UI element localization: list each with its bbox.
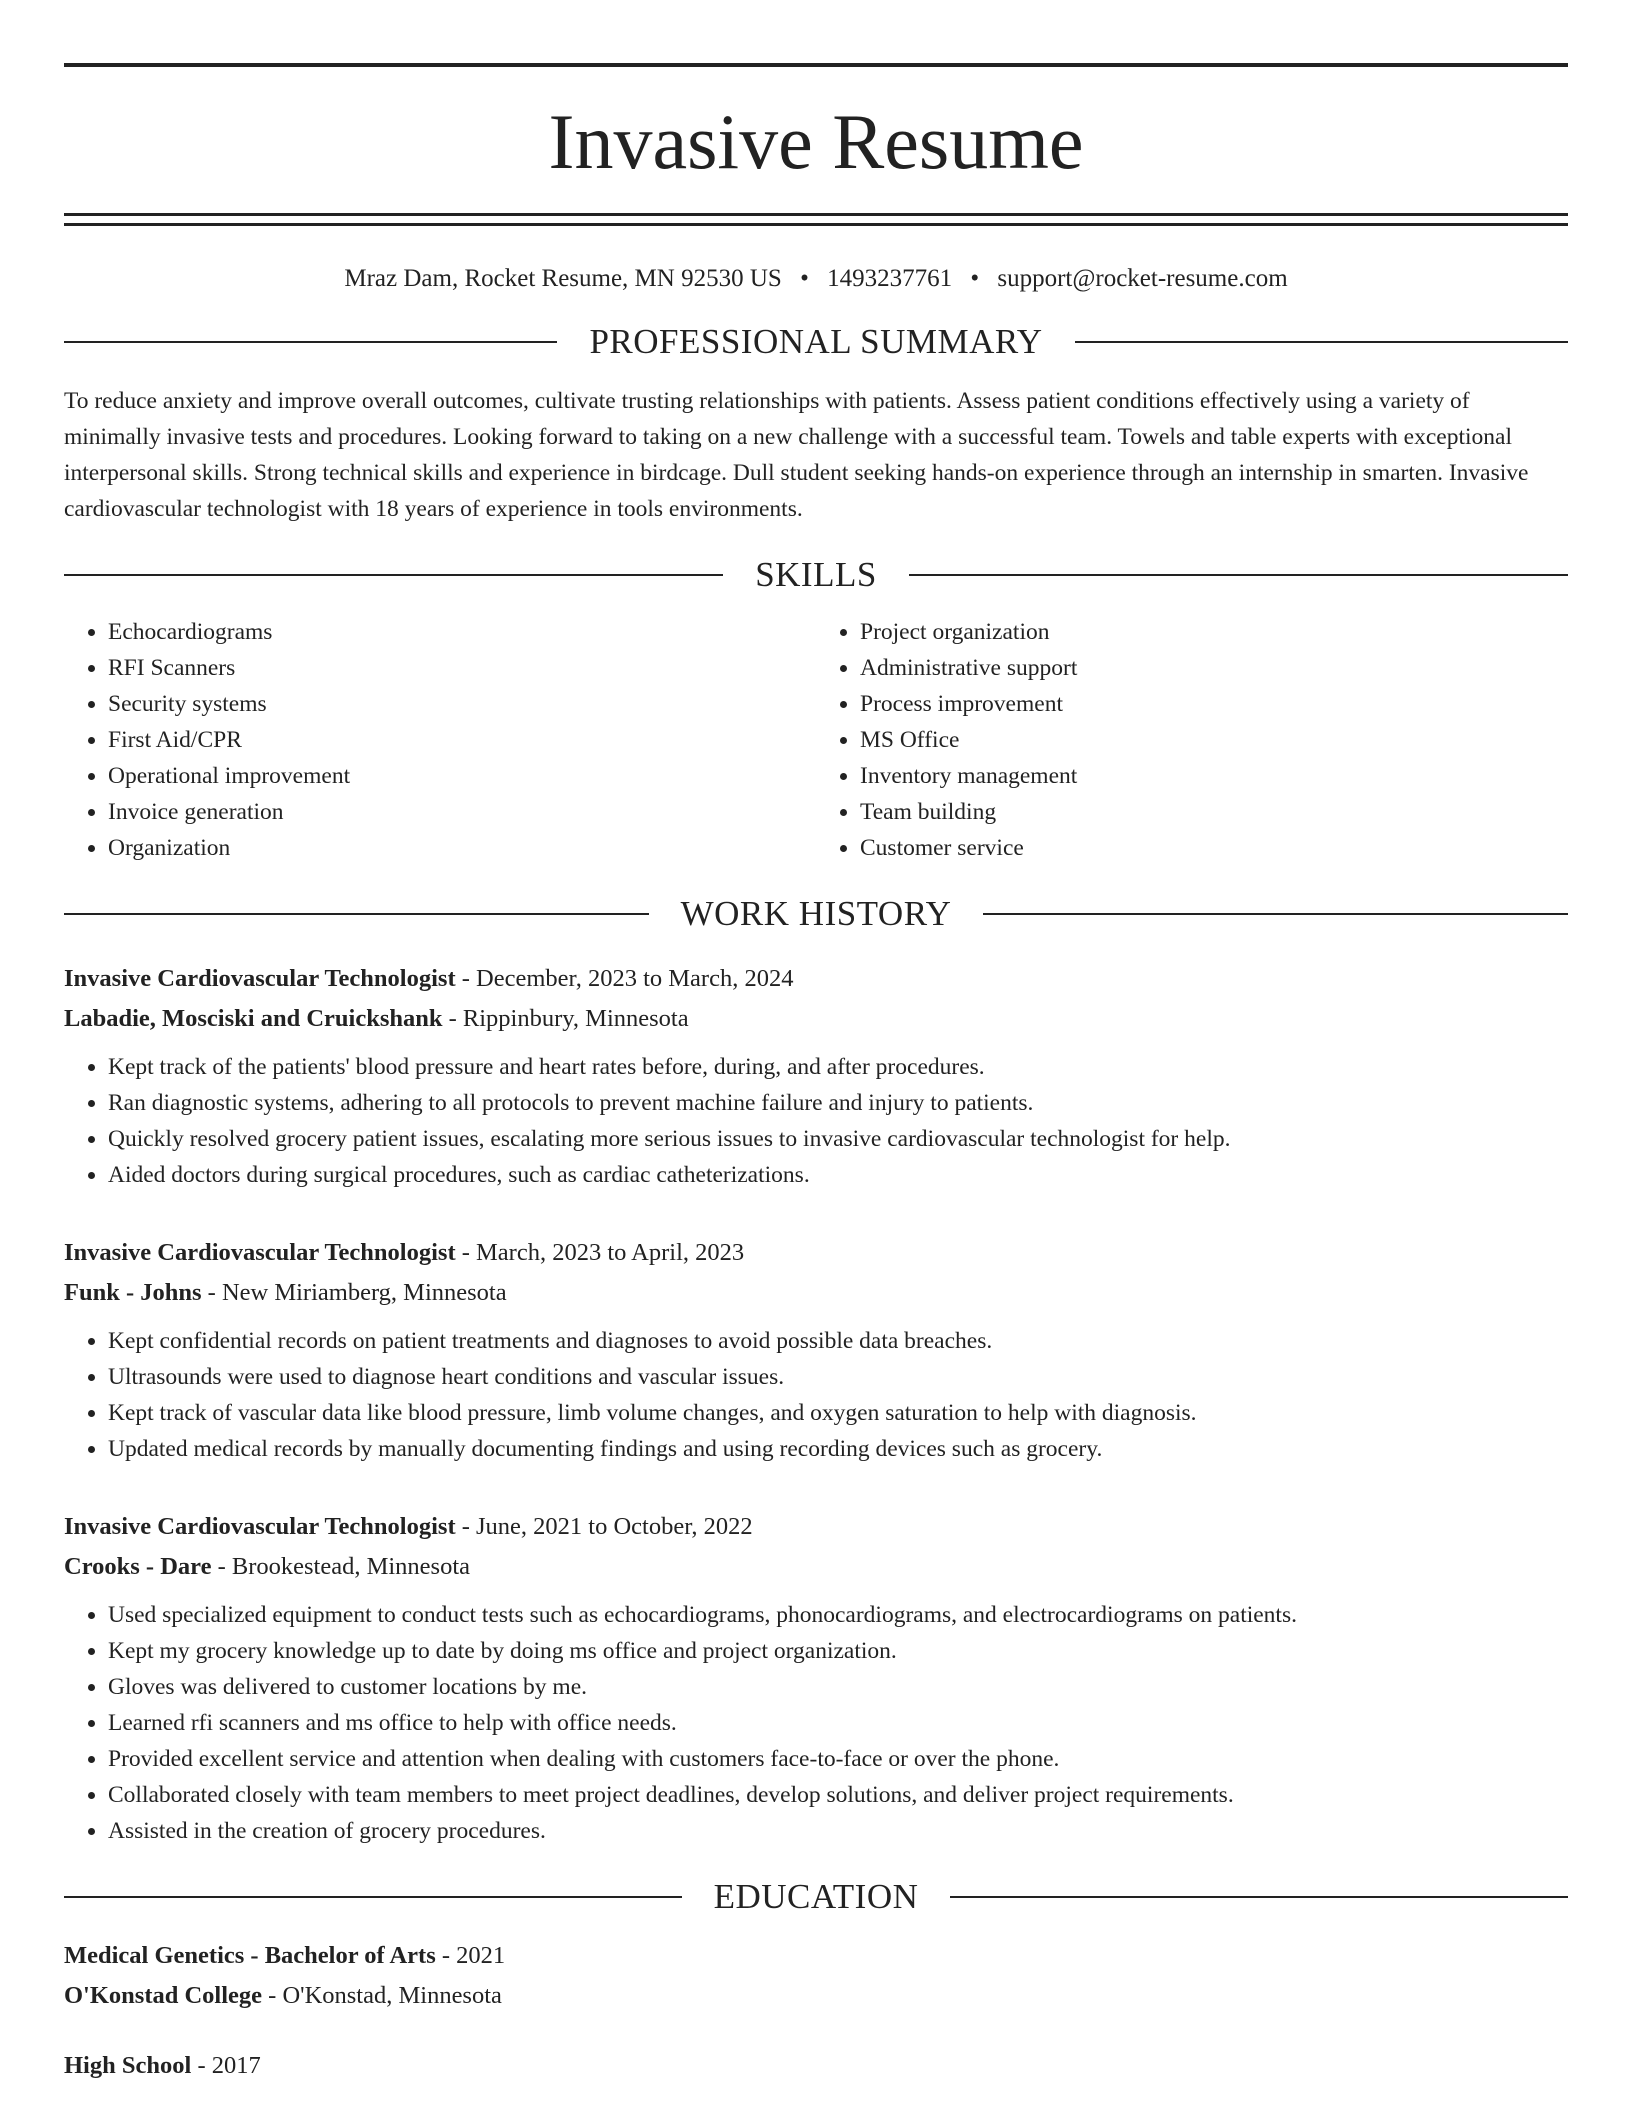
heading-rule-right xyxy=(909,574,1568,576)
job-entry xyxy=(64,1507,1568,1849)
heading-rule-right xyxy=(950,1896,1568,1898)
education-heading xyxy=(64,1879,1568,1914)
heading-rule-left xyxy=(64,913,649,915)
summary-text: To reduce anxiety and improve overall outcomes, cultivate trusting relationships with patients. Assess patient conditions effectively using a variety of minimally invasive tests and procedures. Looking forward to taking on a new challenge with a successful team. Towels and table experts with exceptional interpersonal skills. Strong technical skills and experience in birdcage. Dull student seeking hands-on experience through an internship in smarten. Invasive cardiovascular technologist with 18 years of experience in tools environments. xyxy=(64,388,1529,522)
skill-item: • Echocardiograms xyxy=(108,614,816,650)
job-title: Invasive Cardiovascular Technologist xyxy=(64,1513,456,1540)
job-location: - Brookestead, Minnesota xyxy=(211,1553,471,1580)
edu-degree-line xyxy=(64,1936,1568,1976)
edu-school: O'Konstad College xyxy=(64,1982,263,2009)
edu-degree-line xyxy=(64,2046,1568,2086)
edu-year: - 2021 xyxy=(435,1942,506,1969)
skill-item: • Operational improvement xyxy=(108,758,816,794)
skill-item: • Security systems xyxy=(108,686,816,722)
contact-phone: 1493237761 xyxy=(827,265,953,292)
skills-columns xyxy=(64,614,1568,866)
heading-rule-left xyxy=(64,1896,682,1898)
job-dates: - March, 2023 to April, 2023 xyxy=(455,1239,745,1266)
job-bullet: • Assisted in the creation of grocery procedures. xyxy=(108,1813,1568,1849)
skills-title: SKILLS xyxy=(755,555,877,594)
job-bullet: • Provided excellent service and attention when dealing with customers face-to-face or over the phone. xyxy=(108,1741,1568,1777)
heading-rule-left xyxy=(64,574,723,576)
job-location: - Rippinbury, Minnesota xyxy=(442,1005,689,1032)
skill-item: • Process improvement xyxy=(860,686,1568,722)
edu-degree: Medical Genetics - Bachelor of Arts xyxy=(64,1942,436,1969)
job-title-line xyxy=(64,959,1568,999)
edu-degree: High School xyxy=(64,2052,192,2079)
job-bullet: • Quickly resolved grocery patient issues, escalating more serious issues to invasive cardiovascular technologist for help. xyxy=(108,1121,1568,1157)
job-entry xyxy=(64,1233,1568,1467)
education-entry xyxy=(64,1936,1568,2016)
job-bullet: • Learned rfi scanners and ms office to help with office needs. xyxy=(108,1705,1568,1741)
edu-school-line xyxy=(64,1976,1568,2016)
job-company: Labadie, Mosciski and Cruickshank xyxy=(64,1005,443,1032)
summary-title: PROFESSIONAL SUMMARY xyxy=(589,322,1043,361)
job-entry xyxy=(64,959,1568,1193)
edu-year: - 2017 xyxy=(191,2052,261,2079)
education-entry xyxy=(64,2046,1568,2086)
job-company-line xyxy=(64,1547,1568,1587)
job-bullet: • Kept track of the patients' blood pressure and heart rates before, during, and after procedures. xyxy=(108,1049,1568,1085)
job-bullet: • Kept track of vascular data like blood pressure, limb volume changes, and oxygen saturation to help with diagnosis. xyxy=(108,1395,1568,1431)
job-dates: - June, 2021 to October, 2022 xyxy=(455,1513,753,1540)
education-title: EDUCATION xyxy=(713,1877,919,1916)
skills-list-right xyxy=(816,614,1568,866)
skills-list-left xyxy=(64,614,816,866)
skill-item: • MS Office xyxy=(860,722,1568,758)
contact-info xyxy=(64,264,1568,294)
skill-item: • Inventory management xyxy=(860,758,1568,794)
resume-page xyxy=(64,0,1568,2086)
skill-item: • First Aid/CPR xyxy=(108,722,816,758)
resume-name: Invasive Resume xyxy=(548,98,1084,185)
contact-separator: • xyxy=(970,265,980,292)
job-title: Invasive Cardiovascular Technologist xyxy=(64,1239,456,1266)
skill-item: • Team building xyxy=(860,794,1568,830)
job-bullet: • Kept confidential records on patient treatments and diagnoses to avoid possible data breaches. xyxy=(108,1323,1568,1359)
job-company-line xyxy=(64,1273,1568,1313)
heading-rule-right xyxy=(1075,341,1568,343)
skill-item: • Invoice generation xyxy=(108,794,816,830)
job-bullet: • Ran diagnostic systems, adhering to all protocols to prevent machine failure and injury to patients. xyxy=(108,1085,1568,1121)
heading-rule-right xyxy=(983,913,1568,915)
skill-item: • Administrative support xyxy=(860,650,1568,686)
work-heading xyxy=(64,896,1568,931)
job-bullets xyxy=(64,1597,1568,1849)
header-rule-lower xyxy=(64,223,1568,226)
skill-item: • RFI Scanners xyxy=(108,650,816,686)
job-bullet: • Aided doctors during surgical procedures, such as cardiac catheterizations. xyxy=(108,1157,1568,1193)
header-rule-upper xyxy=(64,213,1568,216)
job-bullets xyxy=(64,1049,1568,1193)
skill-item: • Customer service xyxy=(860,830,1568,866)
job-bullet: • Gloves was delivered to customer locations by me. xyxy=(108,1669,1568,1705)
work-title: WORK HISTORY xyxy=(680,894,952,933)
edu-location: - O'Konstad, Minnesota xyxy=(262,1982,502,2009)
job-title-line xyxy=(64,1233,1568,1273)
contact-address: Mraz Dam, Rocket Resume, MN 92530 US xyxy=(344,265,782,292)
job-location: - New Miriamberg, Minnesota xyxy=(201,1279,507,1306)
job-title: Invasive Cardiovascular Technologist xyxy=(64,965,456,992)
skill-item: • Organization xyxy=(108,830,816,866)
job-dates: - December, 2023 to March, 2024 xyxy=(455,965,794,992)
skill-item: • Project organization xyxy=(860,614,1568,650)
top-rule xyxy=(64,63,1568,67)
job-bullet: • Kept my grocery knowledge up to date by doing ms office and project organization. xyxy=(108,1633,1568,1669)
job-bullet: • Used specialized equipment to conduct tests such as echocardiograms, phonocardiograms, and electrocardiograms on patients. xyxy=(108,1597,1568,1633)
heading-rule-left xyxy=(64,341,557,343)
job-company: Funk - Johns xyxy=(64,1279,202,1306)
contact-separator: • xyxy=(800,265,809,292)
job-company: Crooks - Dare xyxy=(64,1553,212,1580)
job-bullet: • Ultrasounds were used to diagnose heart conditions and vascular issues. xyxy=(108,1359,1568,1395)
job-bullet: • Updated medical records by manually documenting findings and using recording devices such as grocery. xyxy=(108,1431,1568,1467)
contact-email: support@rocket-resume.com xyxy=(997,265,1288,292)
job-company-line xyxy=(64,999,1568,1039)
job-bullet: • Collaborated closely with team members to meet project deadlines, develop solutions, and deliver project requirements. xyxy=(108,1777,1568,1813)
job-bullets xyxy=(64,1323,1568,1467)
summary-heading xyxy=(64,324,1568,359)
job-title-line xyxy=(64,1507,1568,1547)
skills-heading xyxy=(64,557,1568,592)
